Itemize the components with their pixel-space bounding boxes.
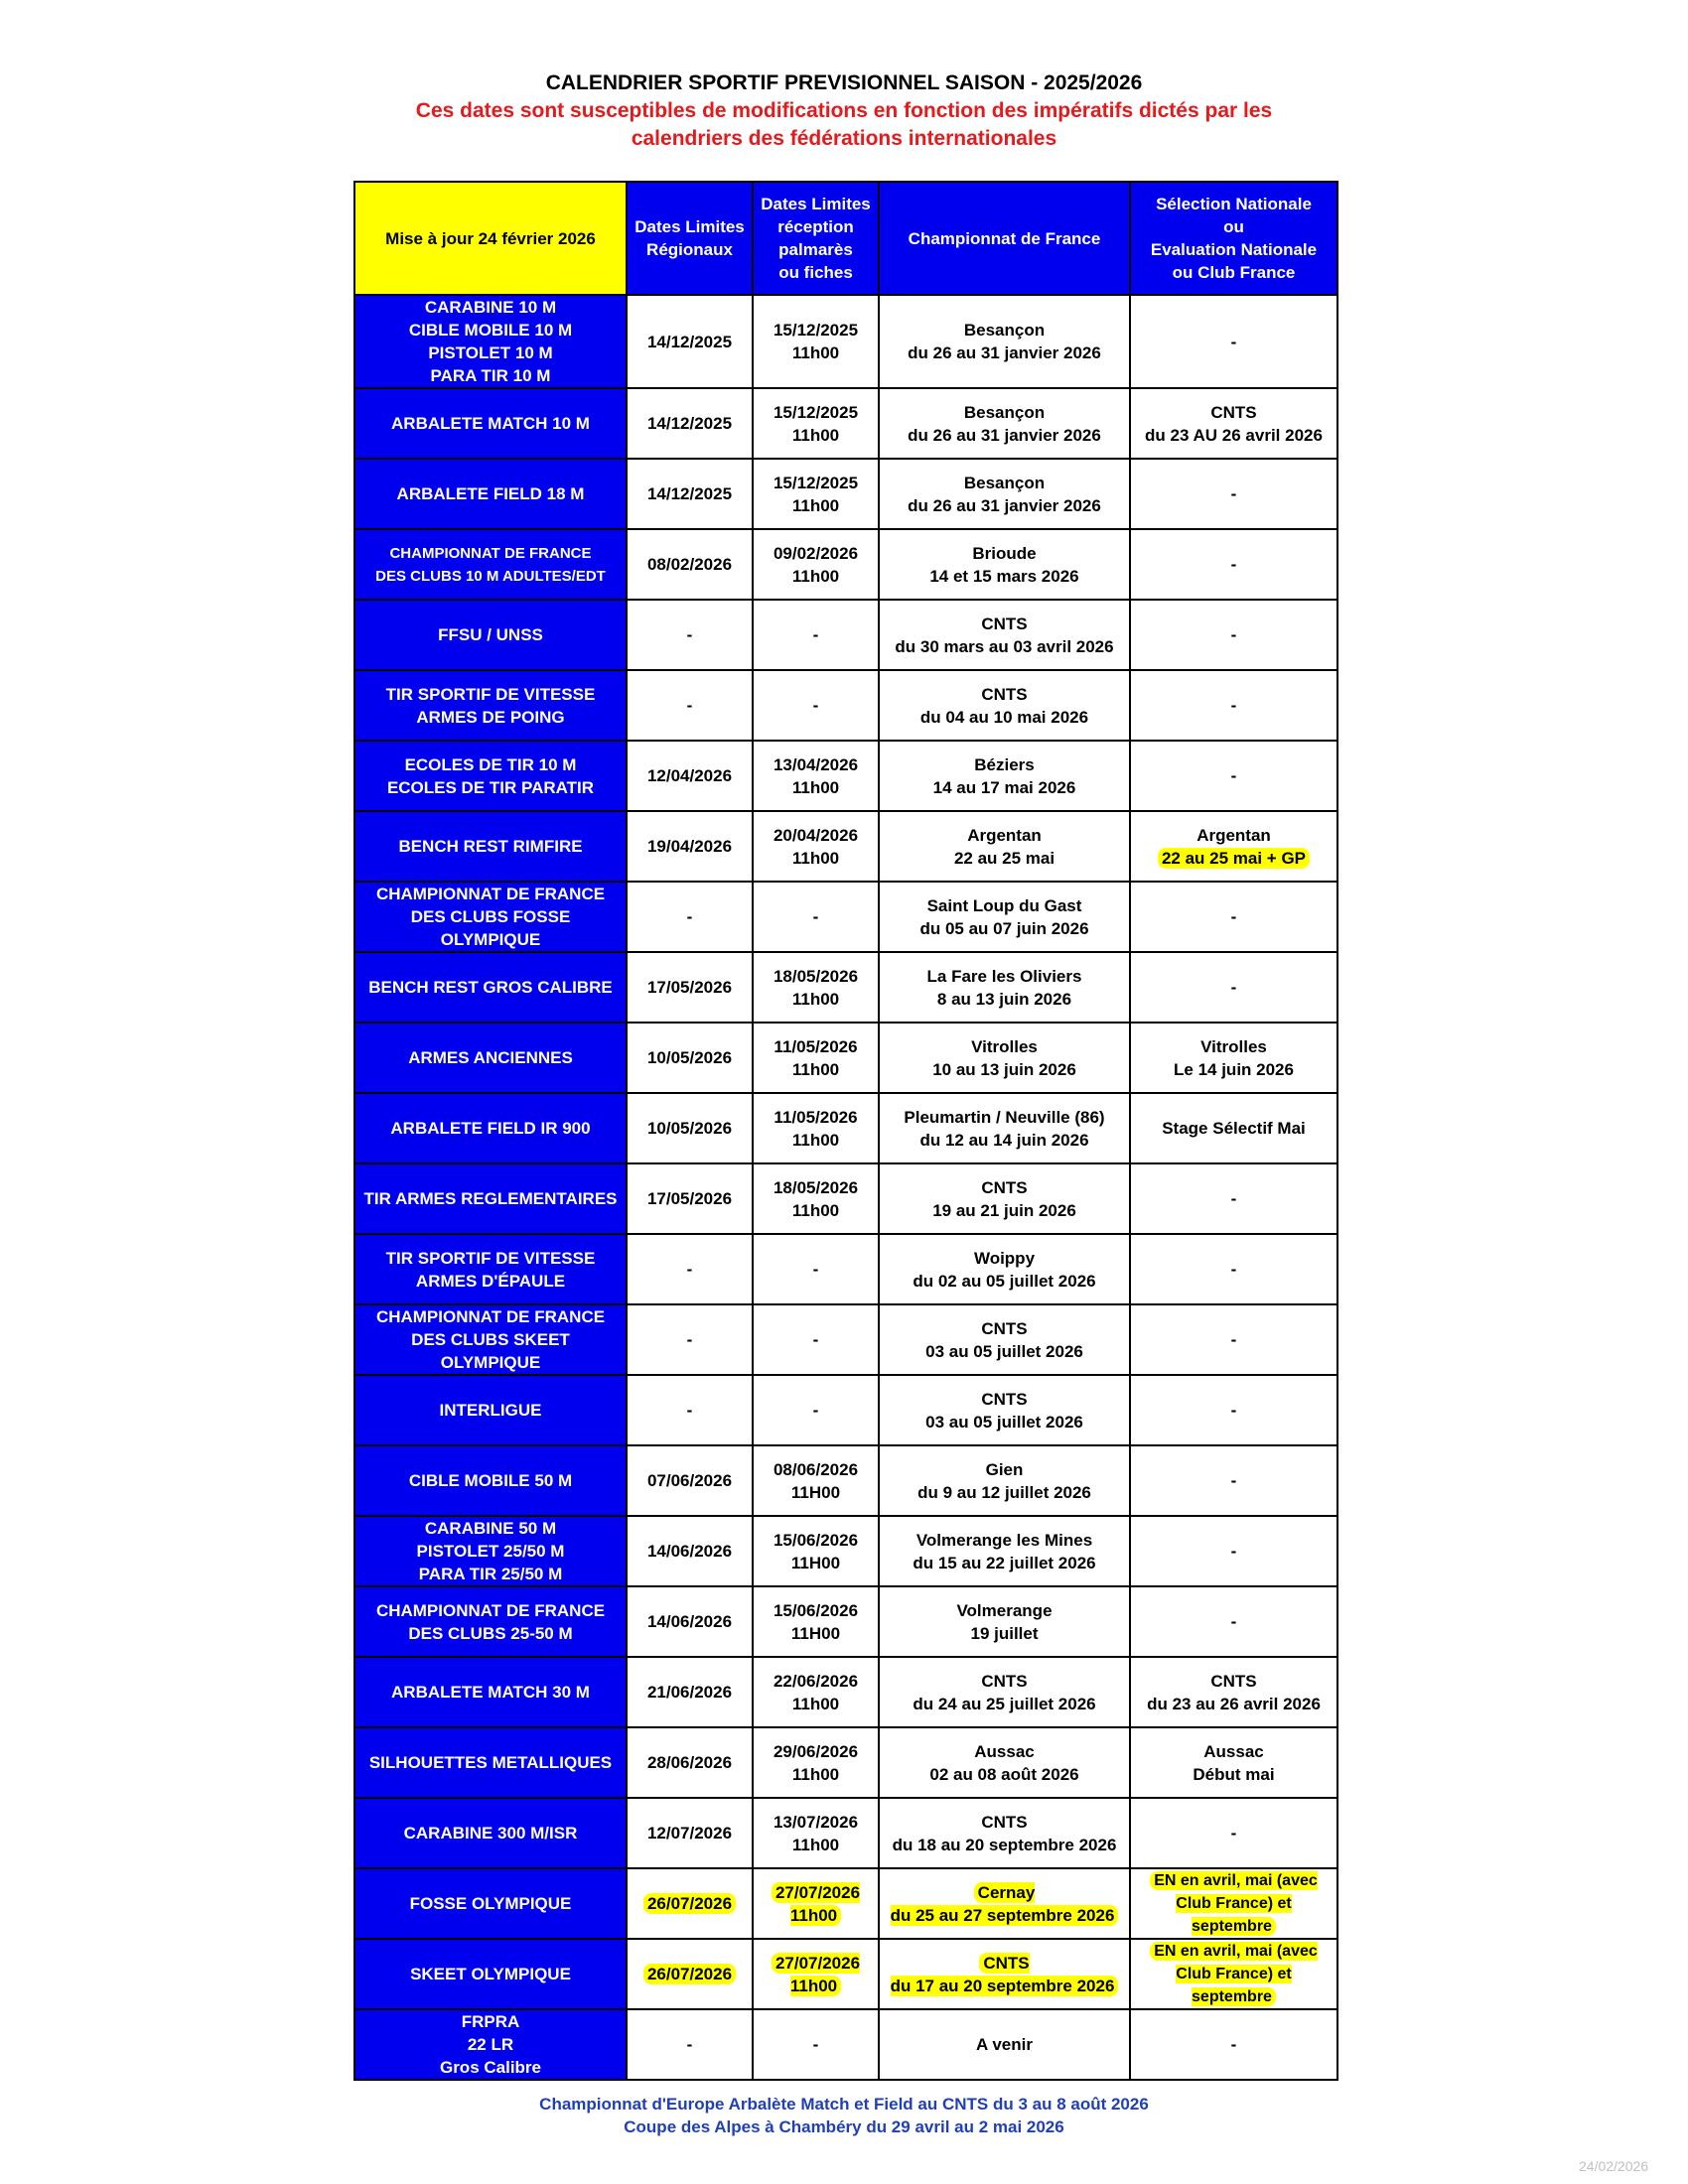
selection-cell: - bbox=[1130, 529, 1337, 600]
regional-deadline-cell: 28/06/2026 bbox=[627, 1727, 753, 1798]
selection-cell bbox=[1130, 1939, 1337, 2009]
discipline-cell: TIR SPORTIF DE VITESSE ARMES D'ÉPAULE bbox=[354, 1234, 627, 1304]
reception-deadline-cell: 13/04/2026 11h00 bbox=[753, 741, 879, 811]
selection-cell: - bbox=[1130, 1163, 1337, 1234]
championship-cell: CNTS du 18 au 20 septembre 2026 bbox=[879, 1798, 1130, 1868]
discipline-cell: ECOLES DE TIR 10 M ECOLES DE TIR PARATIR bbox=[354, 741, 627, 811]
selection-cell-highlight: 22 au 25 mai + GP bbox=[1158, 848, 1310, 869]
championship-cell: Béziers 14 au 17 mai 2026 bbox=[879, 741, 1130, 811]
selection-cell: - bbox=[1130, 1234, 1337, 1304]
table-row bbox=[354, 295, 1337, 388]
discipline-cell: SILHOUETTES METALLIQUES bbox=[354, 1727, 627, 1798]
table-row bbox=[354, 459, 1337, 529]
championship-cell bbox=[879, 1939, 1130, 2009]
championship-cell: Woippy du 02 au 05 juillet 2026 bbox=[879, 1234, 1130, 1304]
table-row bbox=[354, 1234, 1337, 1304]
discipline-cell: ARBALETE MATCH 10 M bbox=[354, 388, 627, 459]
selection-cell: - bbox=[1130, 741, 1337, 811]
reception-deadline-cell-highlight: 27/07/2026 11h00 bbox=[772, 1882, 860, 1926]
selection-cell: - bbox=[1130, 2009, 1337, 2080]
regional-deadline-cell: - bbox=[627, 1234, 753, 1304]
discipline-cell: BENCH REST GROS CALIBRE bbox=[354, 952, 627, 1023]
reception-deadline-cell: 20/04/2026 11h00 bbox=[753, 811, 879, 882]
discipline-cell: CHAMPIONNAT DE FRANCE DES CLUBS SKEET OLYMPIQUE bbox=[354, 1304, 627, 1375]
championship-cell: CNTS du 30 mars au 03 avril 2026 bbox=[879, 600, 1130, 670]
regional-deadline-cell: 14/12/2025 bbox=[627, 388, 753, 459]
footer-european-championship: Championnat d'Europe Arbalète Match et Field au CNTS du 3 au 8 août 2026 bbox=[539, 2095, 1149, 2114]
table-row bbox=[354, 2009, 1337, 2080]
reception-deadline-cell: 15/12/2025 11h00 bbox=[753, 295, 879, 388]
reception-deadline-cell-highlight: 27/07/2026 11h00 bbox=[772, 1953, 860, 1996]
discipline-cell: ARBALETE FIELD 18 M bbox=[354, 459, 627, 529]
reception-deadline-cell: 13/07/2026 11h00 bbox=[753, 1798, 879, 1868]
discipline-cell: BENCH REST RIMFIRE bbox=[354, 811, 627, 882]
reception-deadline-cell: 18/05/2026 11h00 bbox=[753, 1163, 879, 1234]
reception-deadline-cell: 11/05/2026 11h00 bbox=[753, 1023, 879, 1093]
discipline-cell: CARABINE 300 M/ISR bbox=[354, 1798, 627, 1868]
reception-deadline-cell: - bbox=[753, 1234, 879, 1304]
reception-deadline-cell: 15/06/2026 11H00 bbox=[753, 1586, 879, 1657]
regional-deadline-cell: 10/05/2026 bbox=[627, 1093, 753, 1163]
reception-deadline-cell: 11/05/2026 11h00 bbox=[753, 1093, 879, 1163]
table-row bbox=[354, 952, 1337, 1023]
selection-cell: Vitrolles Le 14 juin 2026 bbox=[1130, 1023, 1337, 1093]
selection-cell: - bbox=[1130, 1445, 1337, 1516]
reception-deadline-cell: - bbox=[753, 2009, 879, 2080]
table-row bbox=[354, 741, 1337, 811]
selection-cell: CNTS du 23 AU 26 avril 2026 bbox=[1130, 388, 1337, 459]
reception-deadline-cell: - bbox=[753, 600, 879, 670]
table-row bbox=[354, 1093, 1337, 1163]
reception-deadline-cell: 15/12/2025 11h00 bbox=[753, 459, 879, 529]
reception-deadline-cell: - bbox=[753, 1304, 879, 1375]
table-row bbox=[354, 1798, 1337, 1868]
update-date-header: Mise à jour 24 février 2026 bbox=[354, 182, 627, 295]
selection-cell-highlight: EN en avril, mai (avec Club France) et septembre bbox=[1150, 1871, 1318, 1936]
selection-cell: - bbox=[1130, 882, 1337, 952]
discipline-cell: FFSU / UNSS bbox=[354, 600, 627, 670]
regional-deadline-cell: 17/05/2026 bbox=[627, 1163, 753, 1234]
championship-cell: Pleumartin / Neuville (86) du 12 au 14 juin 2026 bbox=[879, 1093, 1130, 1163]
table-row bbox=[354, 1657, 1337, 1727]
selection-cell: - bbox=[1130, 600, 1337, 670]
discipline-cell: INTERLIGUE bbox=[354, 1375, 627, 1445]
championship-cell-highlight: Cernay du 25 au 27 septembre 2026 bbox=[891, 1882, 1119, 1926]
championship-cell: CNTS 19 au 21 juin 2026 bbox=[879, 1163, 1130, 1234]
calendar-body bbox=[354, 295, 1337, 2080]
regional-deadline-cell: 14/06/2026 bbox=[627, 1516, 753, 1586]
discipline-cell: CHAMPIONNAT DE FRANCE DES CLUBS 25-50 M bbox=[354, 1586, 627, 1657]
regional-deadline-cell: 07/06/2026 bbox=[627, 1445, 753, 1516]
championship-cell: Brioude 14 et 15 mars 2026 bbox=[879, 529, 1130, 600]
championship-header: Championnat de France bbox=[879, 182, 1130, 295]
discipline-cell: TIR SPORTIF DE VITESSE ARMES DE POING bbox=[354, 670, 627, 741]
footer-alps-cup: Coupe des Alpes à Chambéry du 29 avril au 2 mai 2026 bbox=[624, 2117, 1064, 2136]
page-subtitle: Ces dates sont susceptibles de modifications en fonction des impératifs dictés par les calendriers des fédérations internationales bbox=[415, 99, 1273, 150]
discipline-cell: CIBLE MOBILE 50 M bbox=[354, 1445, 627, 1516]
reception-deadline-cell: 15/12/2025 11h00 bbox=[753, 388, 879, 459]
regional-deadline-cell-highlight: 26/07/2026 bbox=[643, 1964, 736, 1984]
championship-cell: Besançon du 26 au 31 janvier 2026 bbox=[879, 459, 1130, 529]
championship-cell: Gien du 9 au 12 juillet 2026 bbox=[879, 1445, 1130, 1516]
table-row bbox=[354, 1727, 1337, 1798]
table-row bbox=[354, 1023, 1337, 1093]
document-header bbox=[0, 69, 1688, 153]
regional-deadline-cell: 14/06/2026 bbox=[627, 1586, 753, 1657]
table-row bbox=[354, 1375, 1337, 1445]
discipline-cell: TIR ARMES REGLEMENTAIRES bbox=[354, 1163, 627, 1234]
championship-cell bbox=[879, 1868, 1130, 1939]
reception-deadline-cell: - bbox=[753, 1375, 879, 1445]
championship-cell-highlight: CNTS du 17 au 20 septembre 2026 bbox=[891, 1953, 1119, 1996]
reception-deadline-cell: 18/05/2026 11h00 bbox=[753, 952, 879, 1023]
selection-cell: Stage Sélectif Mai bbox=[1130, 1093, 1337, 1163]
selection-cell: - bbox=[1130, 670, 1337, 741]
regional-deadline-cell: - bbox=[627, 1375, 753, 1445]
championship-cell: Argentan 22 au 25 mai bbox=[879, 811, 1130, 882]
selection-cell: - bbox=[1130, 1798, 1337, 1868]
table-header-row bbox=[354, 182, 1337, 295]
table-row bbox=[354, 811, 1337, 882]
selection-cell: - bbox=[1130, 1586, 1337, 1657]
reception-deadline-cell bbox=[753, 1939, 879, 2009]
championship-cell: A venir bbox=[879, 2009, 1130, 2080]
regional-deadline-header: Dates Limites Régionaux bbox=[627, 182, 753, 295]
discipline-cell: CHAMPIONNAT DE FRANCE DES CLUBS FOSSE OLYMPIQUE bbox=[354, 882, 627, 952]
championship-cell: CNTS 03 au 05 juillet 2026 bbox=[879, 1304, 1130, 1375]
selection-cell bbox=[1130, 811, 1337, 882]
championship-cell: Aussac 02 au 08 août 2026 bbox=[879, 1727, 1130, 1798]
reception-deadline-cell: 15/06/2026 11H00 bbox=[753, 1516, 879, 1586]
selection-cell: - bbox=[1130, 1304, 1337, 1375]
table-row bbox=[354, 1163, 1337, 1234]
championship-cell: Volmerange les Mines du 15 au 22 juillet 2026 bbox=[879, 1516, 1130, 1586]
selection-cell: Aussac Début mai bbox=[1130, 1727, 1337, 1798]
regional-deadline-cell: - bbox=[627, 600, 753, 670]
championship-cell: Vitrolles 10 au 13 juin 2026 bbox=[879, 1023, 1130, 1093]
selection-cell bbox=[1130, 1868, 1337, 1939]
calendar-table bbox=[353, 181, 1338, 2081]
reception-deadline-cell: 29/06/2026 11h00 bbox=[753, 1727, 879, 1798]
selection-cell: - bbox=[1130, 459, 1337, 529]
date-stamp: 24/02/2026 bbox=[1579, 2158, 1649, 2174]
regional-deadline-cell: 10/05/2026 bbox=[627, 1023, 753, 1093]
discipline-cell: CARABINE 10 M CIBLE MOBILE 10 M PISTOLET 10 M PARA TIR 10 M bbox=[354, 295, 627, 388]
page-title: CALENDRIER SPORTIF PREVISIONNEL SAISON - 2025/2026 bbox=[545, 71, 1143, 94]
regional-deadline-cell: - bbox=[627, 670, 753, 741]
regional-deadline-cell-highlight: 26/07/2026 bbox=[643, 1893, 736, 1914]
championship-cell: CNTS du 04 au 10 mai 2026 bbox=[879, 670, 1130, 741]
regional-deadline-cell: - bbox=[627, 882, 753, 952]
regional-deadline-cell: - bbox=[627, 2009, 753, 2080]
championship-cell: Saint Loup du Gast du 05 au 07 juin 2026 bbox=[879, 882, 1130, 952]
regional-deadline-cell: 19/04/2026 bbox=[627, 811, 753, 882]
reception-deadline-header: Dates Limites réception palmarès ou fiches bbox=[753, 182, 879, 295]
championship-cell: CNTS du 24 au 25 juillet 2026 bbox=[879, 1657, 1130, 1727]
reception-deadline-cell: 22/06/2026 11h00 bbox=[753, 1657, 879, 1727]
championship-cell: Volmerange 19 juillet bbox=[879, 1586, 1130, 1657]
reception-deadline-cell bbox=[753, 1868, 879, 1939]
reception-deadline-cell: - bbox=[753, 882, 879, 952]
table-row bbox=[354, 1939, 1337, 2009]
table-row bbox=[354, 1868, 1337, 1939]
table-row bbox=[354, 670, 1337, 741]
table-row bbox=[354, 1586, 1337, 1657]
table-row bbox=[354, 882, 1337, 952]
selection-cell: - bbox=[1130, 952, 1337, 1023]
table-row bbox=[354, 1445, 1337, 1516]
table-row bbox=[354, 388, 1337, 459]
selection-header: Sélection Nationale ou Evaluation Nationale ou Club France bbox=[1130, 182, 1337, 295]
selection-cell: - bbox=[1130, 1375, 1337, 1445]
reception-deadline-cell: 08/06/2026 11H00 bbox=[753, 1445, 879, 1516]
selection-cell-highlight: EN en avril, mai (avec Club France) et septembre bbox=[1150, 1942, 1318, 2006]
championship-cell: CNTS 03 au 05 juillet 2026 bbox=[879, 1375, 1130, 1445]
regional-deadline-cell: 14/12/2025 bbox=[627, 459, 753, 529]
regional-deadline-cell bbox=[627, 1868, 753, 1939]
championship-cell: La Fare les Oliviers 8 au 13 juin 2026 bbox=[879, 952, 1130, 1023]
table-row bbox=[354, 1304, 1337, 1375]
regional-deadline-cell: 08/02/2026 bbox=[627, 529, 753, 600]
selection-cell: - bbox=[1130, 1516, 1337, 1586]
championship-cell: Besançon du 26 au 31 janvier 2026 bbox=[879, 388, 1130, 459]
discipline-cell: FOSSE OLYMPIQUE bbox=[354, 1868, 627, 1939]
regional-deadline-cell: 21/06/2026 bbox=[627, 1657, 753, 1727]
selection-place: Argentan bbox=[1196, 825, 1271, 845]
footer-notes bbox=[0, 2093, 1688, 2138]
selection-cell: - bbox=[1130, 295, 1337, 388]
championship-cell: Besançon du 26 au 31 janvier 2026 bbox=[879, 295, 1130, 388]
discipline-cell: CARABINE 50 M PISTOLET 25/50 M PARA TIR 25/50 M bbox=[354, 1516, 627, 1586]
regional-deadline-cell: 12/04/2026 bbox=[627, 741, 753, 811]
table-row bbox=[354, 529, 1337, 600]
discipline-cell: SKEET OLYMPIQUE bbox=[354, 1939, 627, 2009]
discipline-cell: CHAMPIONNAT DE FRANCE DES CLUBS 10 M ADULTES/EDT bbox=[354, 529, 627, 600]
reception-deadline-cell: - bbox=[753, 670, 879, 741]
table-row bbox=[354, 600, 1337, 670]
table-row bbox=[354, 1516, 1337, 1586]
regional-deadline-cell: 12/07/2026 bbox=[627, 1798, 753, 1868]
regional-deadline-cell: - bbox=[627, 1304, 753, 1375]
discipline-cell: ARMES ANCIENNES bbox=[354, 1023, 627, 1093]
regional-deadline-cell bbox=[627, 1939, 753, 2009]
regional-deadline-cell: 17/05/2026 bbox=[627, 952, 753, 1023]
discipline-cell: ARBALETE FIELD IR 900 bbox=[354, 1093, 627, 1163]
regional-deadline-cell: 14/12/2025 bbox=[627, 295, 753, 388]
reception-deadline-cell: 09/02/2026 11h00 bbox=[753, 529, 879, 600]
selection-cell: CNTS du 23 au 26 avril 2026 bbox=[1130, 1657, 1337, 1727]
discipline-cell: FRPRA 22 LR Gros Calibre bbox=[354, 2009, 627, 2080]
discipline-cell: ARBALETE MATCH 30 M bbox=[354, 1657, 627, 1727]
